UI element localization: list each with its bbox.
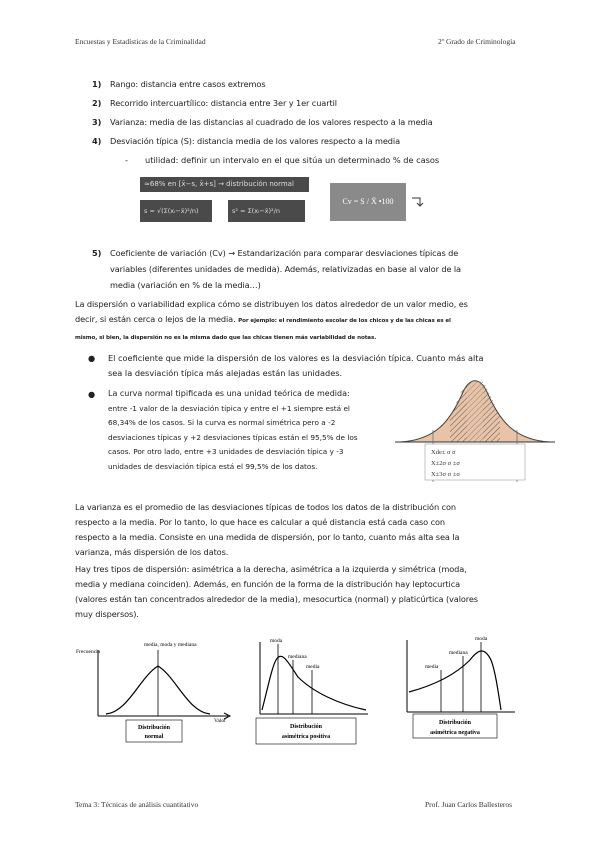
formula-cv: Cv = S / X̄ •100	[330, 183, 406, 221]
fig2-media: media	[306, 664, 320, 670]
figure-skew-positive	[248, 632, 373, 750]
legend-1sd: Xde± σ σ	[431, 449, 456, 456]
hatch-right	[483, 382, 500, 442]
fig1-caption-1: Distribución	[137, 725, 171, 731]
hatch-left	[450, 382, 467, 442]
paragraph-varianza: La varianza es el promedio de las desviaciones típicas de todos los datos de la distribución con respecto a la media. Por lo tanto, lo que hace es calcular a qué distancia está cada caso con respecto a la media. Consiste en una medida de dispersión, por lo tanto, cuanto más alta sea la varianza, más dispersión de los datos.	[75, 502, 460, 557]
list-item: 3) Varianza: media de las distancias al cuadrado de los valores respecto a la media	[92, 117, 433, 127]
list-item: 2) Recorrido intercuartílico: distancia entre 3er y 1er cuartil	[92, 98, 337, 108]
fig1-ylabel: Frecuencia	[76, 649, 101, 655]
bullet-dot: ●	[88, 389, 96, 399]
bullet-item: ● El coeficiente que mide la dispersión de los valores es la desviación típica. Cuanto más alta sea la desviación típica más alejadas están las unidades.	[88, 353, 484, 378]
fig2-mediana: mediana	[288, 654, 307, 660]
fig2-caption-1: Distribución	[289, 724, 323, 730]
fig3-moda: moda	[475, 636, 488, 642]
legend-3sd: X±3σ σ ±σ	[431, 471, 460, 478]
fig1-xlabel: Valor	[214, 718, 226, 724]
figure-normal-distribution	[68, 632, 238, 747]
fig3-caption-2: asimétrica negativa	[430, 730, 480, 736]
footer-right: Prof. Juan Carlos Ballesteros	[425, 800, 513, 809]
formula-interval: ≈68% en [x̄−s, x̄+s] → distribución normal	[140, 177, 309, 192]
paragraph-dispersion: La dispersión o variabilidad explica cómo se distribuyen los datos alrededor de un valor medio, es decir, si están cerca o lejos de la media. Por ejemplo: el rendimiento escolar de los chicos y de las chicas es el mismo, si bien, la dispersión no es la misma dado que las chicas tienen más variabilidad de notas.	[75, 299, 468, 341]
header-right: 2º Grado de Criminología	[438, 37, 516, 46]
list-item-5: 5) Coeficiente de variación (Cv) → Estandarización para comparar desviaciones típicas de variables (diferentes unidades de medida). Además, relativizadas en base al valor de la media (variación en % de la media…)	[92, 248, 461, 290]
sub-item: - utilidad: definir un intervalo en el que sitúa un determinado % de casos	[125, 155, 440, 165]
list-item: 1) Rango: distancia entre casos extremos	[92, 79, 266, 89]
header-left: Encuestas y Estadísticas de la Criminalidad	[75, 37, 206, 46]
fig3-caption-1: Distribución	[438, 720, 472, 726]
fig1-top-label: media, moda y mediana	[144, 642, 197, 648]
paragraph-tipos-dispersion: Hay tres tipos de dispersión: asimétrica a la derecha, asimétrica a la izquierda y simétrica (moda, media y mediana coinciden). Además, en función de la forma de la distribución hay leptocurtica (valores están tan concentrados alrededor de la media), mesocurtica (normal) y platicúrtica (valores muy dispersos).	[75, 564, 478, 619]
arrow-return-icon	[410, 194, 424, 208]
legend-2sd: X±2σ σ ±σ	[431, 460, 460, 467]
fig2-caption-2: asimétrica positiva	[281, 734, 331, 740]
list-item: 4) Desviación típica (S): distancia media de los valores respecto a la media	[92, 136, 400, 146]
footer-left: Tema 3: Técnicas de análisis cuantitativo	[75, 800, 199, 809]
formula-variance: s² = Σ(xᵢ−x̄)²/n	[228, 200, 305, 222]
fig2-moda: moda	[270, 638, 283, 644]
formula-std-dev: s = √(Σ(xᵢ−x̄)²/n)	[140, 200, 212, 222]
bullet-normal-curve: La curva normal tipificada es una unidad teórica de medida: entre -1 valor de la desviación típica y entre el +1 siempre está el 68,34% de los casos. Si la curva es normal simétrica pero a -2 desviaciones típicas y +2 desviaciones típicas están el 95,5% de los casos. Por otro lado, entre +3 unidades de desviación típica y -3 unidades de desviación típica está el 99,5% de los datos.	[108, 389, 358, 471]
fig3-mediana: mediana	[449, 650, 468, 656]
fig1-caption-2: normal	[144, 734, 164, 740]
hatch-center	[467, 382, 483, 442]
fig3-media: media	[425, 664, 439, 670]
normal-curve-diagram	[395, 362, 555, 487]
figure-skew-negative	[395, 630, 520, 742]
